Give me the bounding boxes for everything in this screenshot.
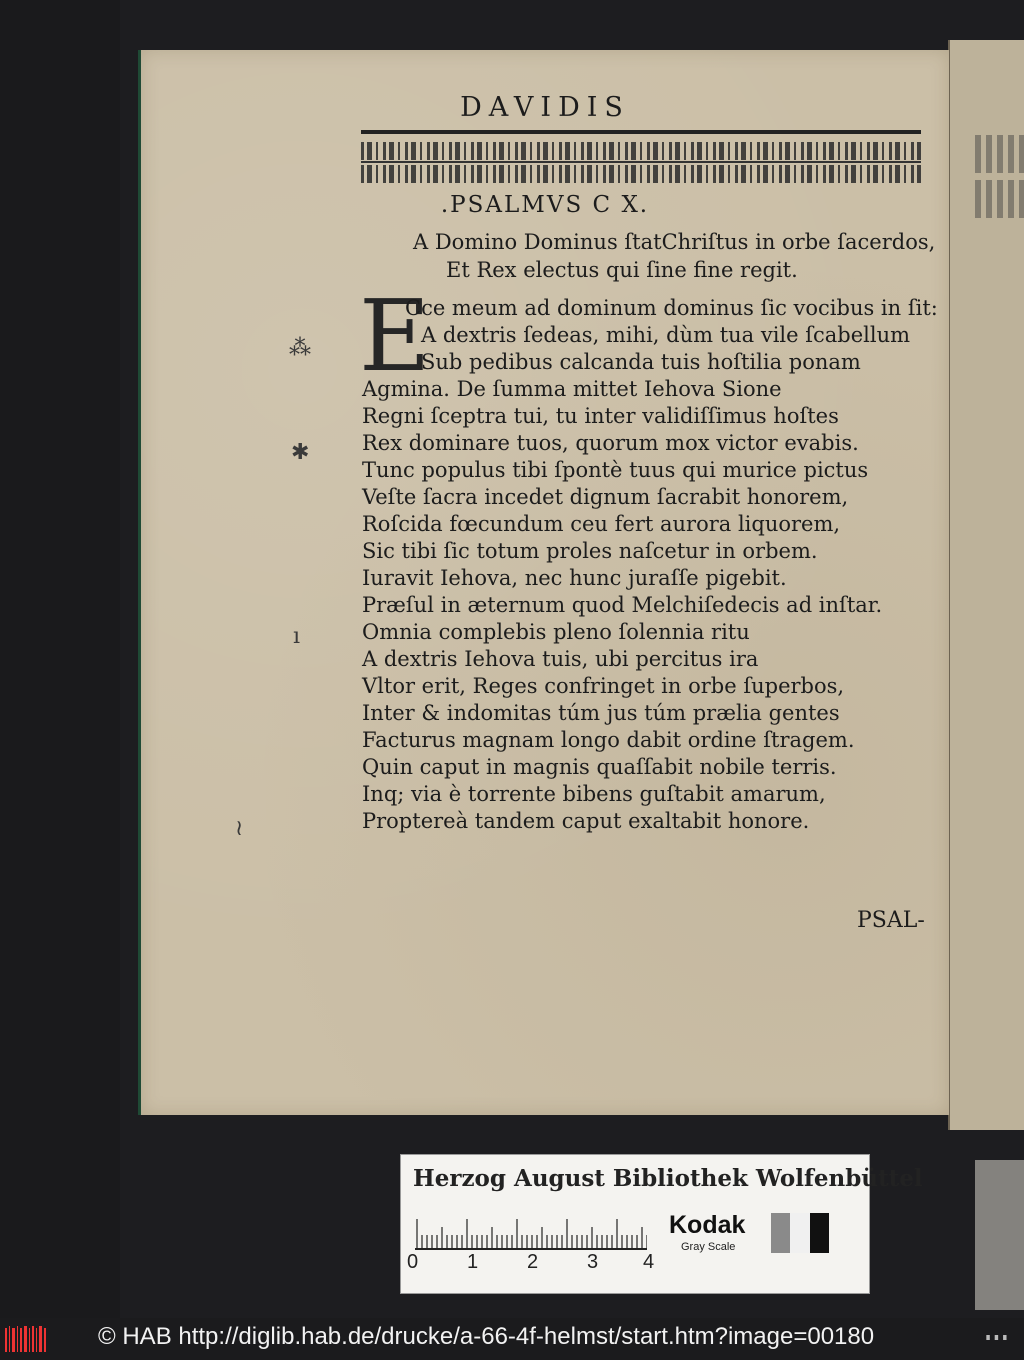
verse-line: Tunc populus tibi ſpontè tuus qui murice pictus (362, 458, 869, 482)
margin-smudge-icon: ⁂ (289, 336, 311, 361)
verse-line: Quin caput in magnis quaſſabit nobile terris. (362, 755, 837, 779)
gray-swatch (790, 1213, 809, 1253)
book-page (138, 50, 949, 1115)
library-color-label (400, 1154, 923, 1294)
ruler-number: 3 (587, 1251, 599, 1273)
verse-line: Omnia complebis pleno ſolennia ritu (362, 620, 750, 644)
footer-bar (0, 1318, 1024, 1360)
psalm-title: .PSALMVS C X. (440, 192, 650, 218)
ruler-ticks-icon (415, 1215, 647, 1251)
verse-line: Roſcida fœcundum ceu fert aurora liquorem, (362, 512, 841, 536)
kodak-brand: Kodak (669, 1211, 746, 1239)
catchword: PSAL- (857, 908, 925, 933)
footer-copyright-url: © HAB http://diglib.hab.de/drucke/a-66-4f-helmst/start.htm?image=00180 (98, 1323, 875, 1350)
drop-cap: E (359, 280, 431, 394)
verse-line: Proptereà tandem caput exaltabit honore. (362, 809, 810, 833)
ruler-number: 0 (407, 1251, 419, 1273)
gray-scale-label: Gray Scale (681, 1241, 736, 1253)
facing-page-edge (948, 40, 1024, 1130)
verse-line: A dextris Iehova tuis, ubi percitus ira (362, 647, 759, 671)
ornament-divider (361, 161, 921, 163)
ruler-number: 4 (643, 1251, 655, 1273)
facing-ornament (975, 180, 1024, 218)
verse-line: Regni ſceptra tui, tu inter validiſſimus hoſtes (362, 404, 839, 428)
verse-line: A dextris ſedeas, mihi, dùm tua vile ſcabellum (421, 323, 911, 347)
ruler-number: 1 (467, 1251, 479, 1273)
verse-line: Inq; via è torrente bibens guſtabit amarum, (362, 782, 826, 806)
adjacent-label-edge (975, 1160, 1024, 1310)
argument-line: A Domino Dominus ſtatChriſtus in orbe ſacerdos, (413, 230, 936, 254)
gray-swatch (810, 1213, 829, 1253)
verse-line: Sic tibi ſic totum proles naſcetur in orbem. (362, 539, 818, 563)
barcode-icon (5, 1324, 47, 1354)
ornament-band-top (361, 142, 921, 160)
verse-line: Cce meum ad dominum dominus ſic vocibus in ſit: (405, 296, 938, 320)
margin-smudge-icon: ✱ (291, 440, 310, 465)
gray-swatches (771, 1213, 829, 1253)
running-head: DAVIDIS (460, 92, 630, 123)
header-rule (361, 130, 921, 134)
gray-swatch (771, 1213, 790, 1253)
verse-line: Inter & indomitas túm jus túm prælia gentes (362, 701, 840, 725)
verse-line: Iuravit Iehova, nec hunc juraſſe pigebit. (362, 566, 787, 590)
footer-dots: ∎∎∎ (984, 1332, 1010, 1343)
verse-line: Rex dominare tuos, quorum mox victor evabis. (362, 431, 859, 455)
scale-ruler (415, 1215, 647, 1251)
label-title: Herzog August Bibliothek Wolfenbüttel (413, 1165, 923, 1192)
verse-line: Veſte ſacra incedet dignum ſacrabit honorem, (362, 485, 849, 509)
margin-smudge-icon: ı (293, 624, 301, 649)
ruler-number: 2 (527, 1251, 539, 1273)
verse-line: Facturus magnam longo dabit ordine ſtragem. (362, 728, 855, 752)
argument-line: Et Rex electus qui ſine fine regit. (446, 258, 798, 282)
verse-line: Sub pedibus calcanda tuis hoſtilia ponam (421, 350, 861, 374)
margin-smudge-icon: ≀ (235, 816, 244, 841)
facing-ornament (975, 135, 1024, 173)
verse-line: Vltor erit, Reges confringet in orbe ſuperbos, (362, 674, 845, 698)
ornament-band-bottom (361, 165, 921, 183)
left-background (0, 0, 120, 1318)
verse-line: Præſul in æternum quod Melchiſedecis ad inſtar. (362, 593, 883, 617)
verse-line: Agmina. De ſumma mittet Iehova Sione (362, 377, 782, 401)
